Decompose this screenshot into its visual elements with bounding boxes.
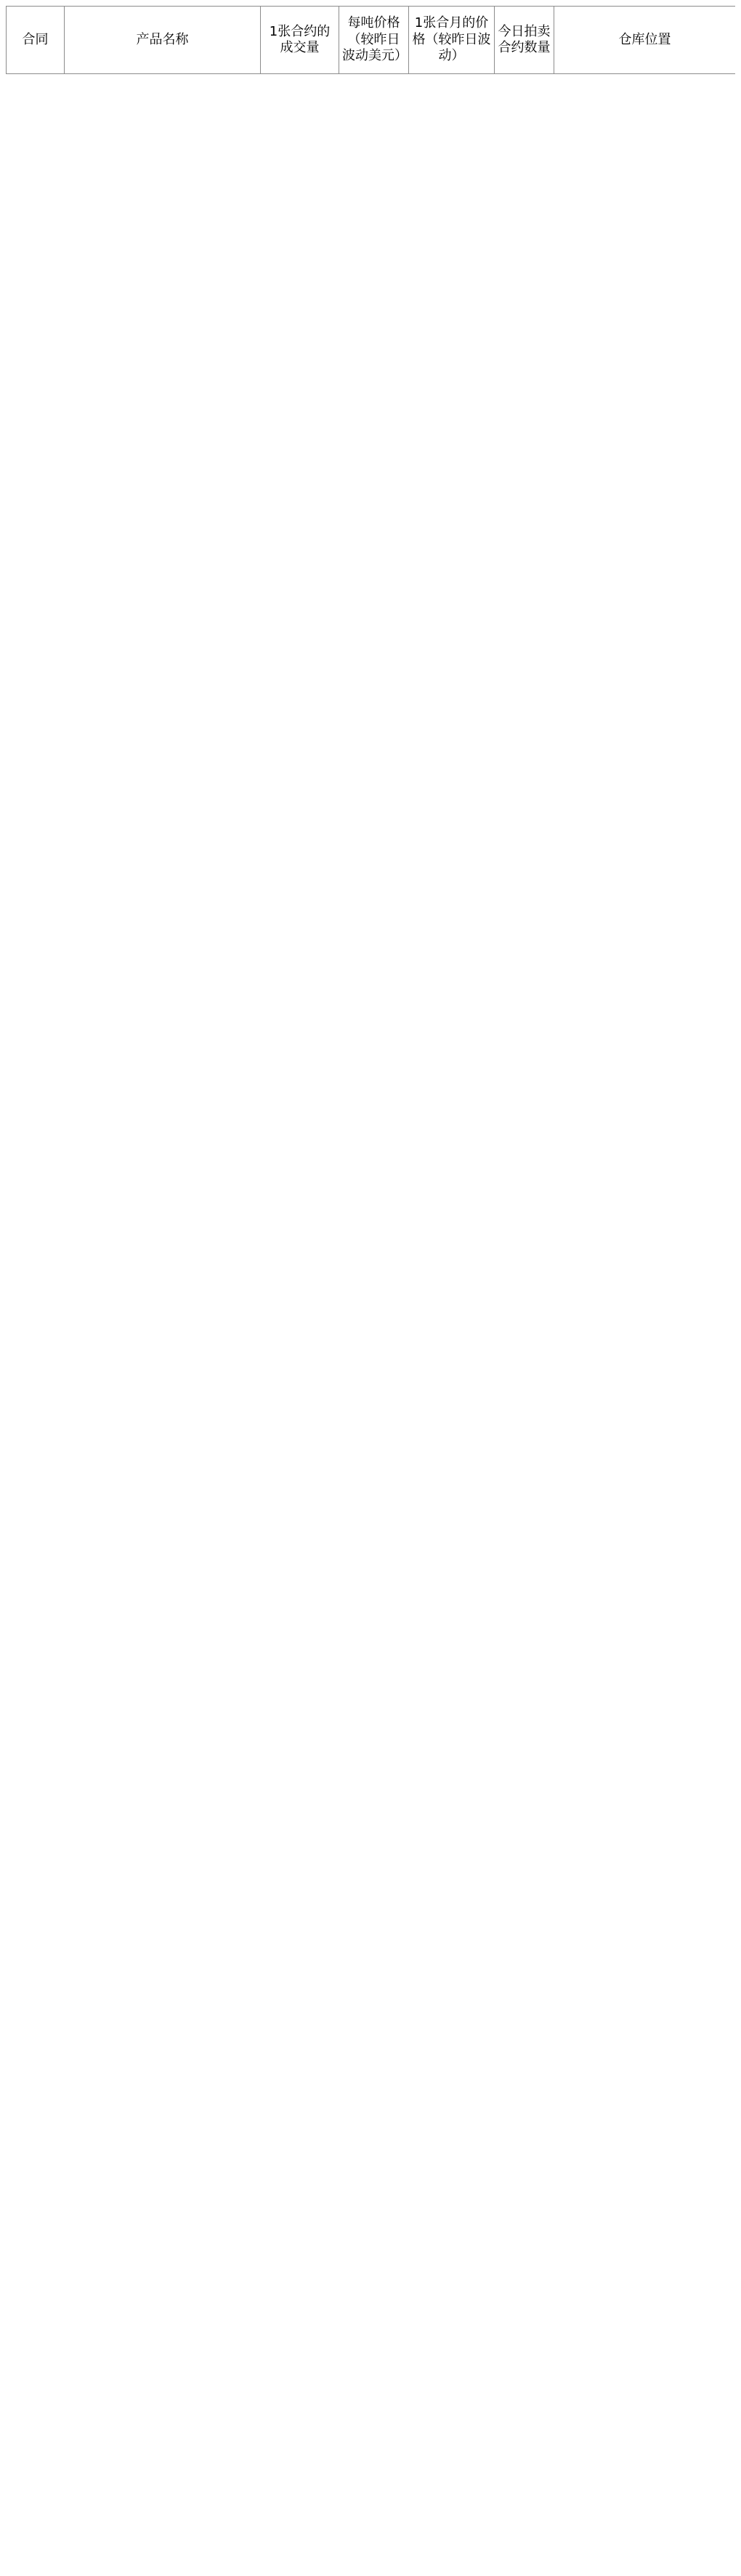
header-price-per-ton: 每吨价格（较昨日波动美元） bbox=[339, 7, 409, 74]
page bbox=[6, 6, 735, 2564]
table-header bbox=[7, 7, 736, 74]
header-contract-price: 1张合月的价格（较昨日波动） bbox=[409, 7, 495, 74]
auction-table bbox=[6, 6, 735, 74]
header-auction-count: 今日拍卖合约数量 bbox=[495, 7, 554, 74]
header-contract: 合同 bbox=[7, 7, 65, 74]
header-row bbox=[7, 7, 736, 74]
header-product-name: 产品名称 bbox=[65, 7, 261, 74]
header-warehouse: 仓库位置 bbox=[554, 7, 736, 74]
header-volume: 1张合约的成交量 bbox=[261, 7, 339, 74]
